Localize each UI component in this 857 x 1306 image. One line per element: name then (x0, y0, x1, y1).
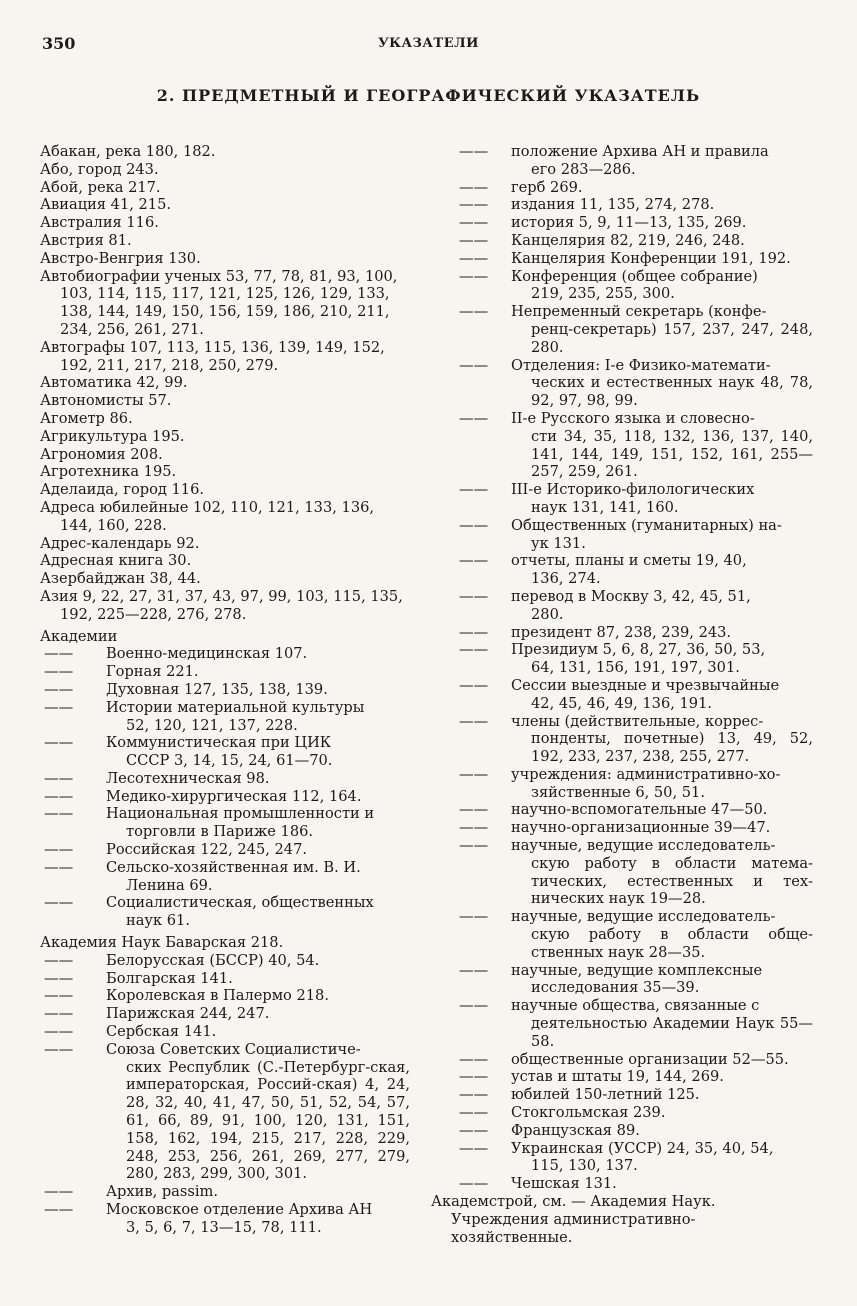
sub-entry (40, 841, 410, 859)
sub-entry (40, 1023, 410, 1041)
sub-entry-first-line: Украинская (УССР) 24, 35, 40, 54, (511, 1139, 774, 1157)
em-dash-mark: —— (459, 1050, 489, 1068)
sub-entry-text (511, 1051, 813, 1069)
sub-entry-text (106, 1201, 410, 1237)
sub-entry-text (106, 734, 410, 770)
index-entry: Аделаида, город 116. (40, 481, 205, 499)
sub-entry-text (511, 837, 813, 908)
sub-entry (40, 1183, 410, 1201)
sub-entry-text (511, 143, 813, 179)
sub-entry-text (511, 997, 813, 1050)
sub-entry-first-line: Чешская 131. (511, 1175, 617, 1193)
sub-entry (40, 987, 410, 1005)
sub-entry-text (511, 1122, 813, 1140)
sub-entry (433, 641, 813, 677)
sub-entry-first-line: Московское отделение Архива АН (106, 1201, 373, 1219)
em-dash-mark: —— (44, 645, 74, 663)
sub-entry-first-line: Общественных (гуманитарных) на- (511, 516, 782, 534)
index-entry: Автобиографии ученых 53, 77, 78, 81, 93, 100, 103, 114, 115, 117, 121, 125, 126, 129, 133, 138, 144, 149, 150, 156, 159, 186, 210, 211, 234, 256, 261, 271. (40, 267, 398, 338)
sub-entry-first-line: юбилей 150-летний 125. (511, 1086, 700, 1104)
em-dash-mark: —— (44, 787, 74, 805)
sub-entry (40, 663, 410, 681)
sub-entry-continuation: деятельностью Академии Наук 55—58. (531, 1015, 813, 1050)
em-dash-mark: —— (459, 997, 489, 1015)
sub-entry-first-line: Истории материальной культуры (106, 698, 365, 716)
index-entry: Авиация 41, 215. (40, 196, 171, 214)
sub-entry-text (511, 1140, 813, 1176)
em-dash-mark: —— (459, 1175, 489, 1193)
em-dash-mark: —— (44, 1023, 74, 1041)
sub-entry-text (511, 1175, 813, 1193)
index-entry: Агрикультура 195. (40, 427, 185, 445)
akademii-heading: Академии (40, 627, 118, 645)
sub-entry-continuation: 219, 235, 255, 300. (531, 285, 675, 303)
em-dash-mark: —— (44, 858, 74, 876)
sub-entry-continuation: 115, 130, 137. (531, 1157, 638, 1175)
sub-entry-continuation: Ленина 69. (126, 876, 213, 894)
index-entry: Агометр 86. (40, 409, 133, 427)
sub-entry-text (106, 1005, 410, 1023)
sub-entry-first-line: Парижская 244, 247. (106, 1005, 270, 1023)
sub-entry (433, 552, 813, 588)
em-dash-mark: —— (459, 143, 489, 160)
index-entry: Агротехника 195. (40, 463, 177, 481)
sub-entry-continuation: торговли в Париже 186. (126, 823, 314, 841)
sub-entry-text (106, 970, 410, 988)
em-dash-mark: —— (459, 303, 489, 321)
sub-entry-text (511, 179, 813, 197)
sub-entry-continuation: 64, 131, 156, 191, 197, 301. (531, 659, 740, 677)
sub-entry-first-line: Социалистическая, общественных (106, 894, 374, 912)
em-dash-mark: —— (459, 676, 489, 694)
sub-entry-continuation: зяйственные 6, 50, 51. (531, 783, 705, 801)
sub-entry (433, 196, 813, 214)
index-entry: Австралия 116. (40, 214, 159, 232)
sub-entry-continuation: 52, 120, 121, 137, 228. (126, 716, 298, 734)
sub-entry-first-line: Сербская 141. (106, 1023, 217, 1041)
sub-entry-text (511, 588, 813, 624)
em-dash-mark: —— (44, 680, 74, 698)
sub-entry-continuation: 3, 5, 6, 7, 13—15, 78, 111. (126, 1218, 322, 1236)
academstroy-entry: Академстрой, см. — Академия Наук. Учреждения административно-хозяйственные. (431, 1193, 716, 1246)
em-dash-mark: —— (459, 1086, 489, 1104)
sub-entry (433, 908, 813, 961)
sub-entry-text (106, 805, 410, 841)
sub-entry (433, 962, 813, 998)
sub-entry-first-line: Канцелярия Конференции 191, 192. (511, 249, 791, 267)
sub-entry-continuation: исследования 35—39. (531, 979, 700, 997)
sub-entry-text (106, 1041, 410, 1183)
em-dash-mark: —— (44, 805, 74, 823)
index-entry: Азербайджан 38, 44. (40, 570, 201, 588)
sub-entry-first-line: история 5, 9, 11—13, 135, 269. (511, 214, 747, 232)
sub-entry-first-line: учреждения: административно-хо- (511, 765, 781, 783)
sub-entry-text (511, 641, 813, 677)
em-dash-mark: —— (459, 249, 489, 267)
sub-entry (40, 805, 410, 841)
sub-entry-first-line: III-е Историко-филологических (511, 481, 755, 499)
index-entry: Адрес-календарь 92. (40, 534, 200, 552)
sub-entry-first-line: издания 11, 135, 274, 278. (511, 196, 715, 214)
sub-entry-first-line: научно-вспомогательные 47—50. (511, 801, 768, 819)
em-dash-mark: —— (459, 552, 489, 570)
em-dash-mark: —— (459, 1121, 489, 1139)
sub-entry (40, 970, 410, 988)
entry-list-c (40, 374, 410, 499)
sub-entry-text (106, 699, 410, 735)
entry-list-e (40, 535, 410, 588)
sub-entry-text (511, 232, 813, 250)
sub-entry-continuation: его 283—286. (531, 160, 636, 178)
em-dash-mark: —— (459, 214, 489, 232)
sub-entry (433, 837, 813, 908)
entry-list-a (40, 143, 410, 268)
index-entry: Абой, река 217. (40, 178, 161, 196)
em-dash-mark: —— (459, 765, 489, 783)
sub-entry-text (511, 801, 813, 819)
sub-entry-first-line: Белорусская (БССР) 40, 54. (106, 951, 320, 969)
sub-entry (433, 766, 813, 802)
sub-entry-text (511, 713, 813, 766)
sub-entry-continuation: 42, 45, 46, 49, 136, 191. (531, 694, 713, 712)
sub-entry (433, 232, 813, 250)
sub-entry-text (106, 952, 410, 970)
sub-entry-text (511, 1104, 813, 1122)
em-dash-mark: —— (459, 1104, 489, 1122)
sub-entry (40, 734, 410, 770)
sub-entry (433, 143, 813, 179)
sub-entry-first-line: общественные организации 52—55. (511, 1050, 789, 1068)
sub-entry-first-line: положение Архива АН и правила (511, 143, 769, 160)
em-dash-mark: —— (459, 908, 489, 926)
sub-entry (433, 481, 813, 517)
sub-entry-first-line: научные общества, связанные с (511, 997, 760, 1015)
em-dash-mark: —— (459, 1068, 489, 1086)
em-dash-mark: —— (44, 769, 74, 787)
sub-entry-text (106, 681, 410, 699)
sub-entry-first-line: научно-организационные 39—47. (511, 819, 771, 837)
sub-entry (433, 819, 813, 837)
sub-entry (433, 624, 813, 642)
sub-entry-text (106, 1023, 410, 1041)
sub-entry-text (511, 819, 813, 837)
index-entry: Автографы 107, 113, 115, 136, 139, 149, 152, 192, 211, 217, 218, 250, 279. (40, 338, 385, 374)
section-title: 2. ПРЕДМЕТНЫЙ И ГЕОГРАФИЧЕСКИЙ УКАЗАТЕЛЬ (156, 86, 701, 105)
em-dash-mark: —— (44, 734, 74, 752)
sub-entry (433, 179, 813, 197)
sub-entry (433, 250, 813, 268)
index-entry: Азия 9, 22, 27, 31, 37, 43, 97, 99, 103, 115, 135, 192, 225—228, 276, 278. (40, 587, 403, 623)
em-dash-mark: —— (44, 841, 74, 859)
sub-entry-text (106, 1183, 410, 1201)
sub-entry-text (511, 214, 813, 232)
sub-entry (433, 1175, 813, 1193)
sub-entry-text (511, 962, 813, 998)
sub-entry-first-line: Архив, passim. (106, 1183, 219, 1201)
em-dash-mark: —— (459, 178, 489, 196)
sub-entry-text (106, 770, 410, 788)
akademiya-nauk-subentries (40, 952, 410, 1237)
sub-entry-text (106, 663, 410, 681)
sub-entry-text (511, 677, 813, 713)
entry-list-b (40, 268, 410, 375)
sub-entry-first-line: Союза Советских Социалистиче- (106, 1040, 361, 1058)
sub-entry-first-line: Коммунистическая при ЦИК (106, 734, 332, 752)
sub-entry-first-line: президент 87, 238, 239, 243. (511, 623, 732, 641)
sub-entry-continuation: наук 61. (126, 912, 190, 930)
sub-entry-text (106, 788, 410, 806)
sub-entry-first-line: Непременный секретарь (конфе- (511, 303, 767, 321)
index-entry: Австро-Венгрия 130. (40, 249, 201, 267)
sub-entry-first-line: Горная 221. (106, 663, 199, 681)
akademiya-nauk-continued (433, 143, 813, 1193)
sub-entry-first-line: Российская 122, 245, 247. (106, 841, 308, 859)
sub-entry-first-line: устав и штаты 19, 144, 269. (511, 1068, 724, 1086)
index-entry: Або, город 243. (40, 160, 159, 178)
sub-entry (40, 1041, 410, 1183)
index-column-right (433, 143, 813, 1246)
index-entry: Австрия 81. (40, 231, 132, 249)
sub-entry (40, 770, 410, 788)
sub-entry (433, 997, 813, 1050)
akademii-subentries (40, 645, 410, 930)
sub-entry-text (511, 196, 813, 214)
sub-entry (433, 1140, 813, 1176)
index-entry: Адреса юбилейные 102, 110, 121, 133, 136, 144, 160, 228. (40, 498, 375, 534)
sub-entry-text (106, 645, 410, 663)
sub-entry (40, 645, 410, 663)
em-dash-mark: —— (459, 481, 489, 499)
sub-entry-continuation: ских Республик (С.-Петербург-ская, императорская, Россий-ская) 4, 24, 28, 32, 40, 41, 47, 50, 51, 52, 54, 57, 61, 66, 89, 91, 100, 120, 131, 151, 158, 162, 194, 215, 217, 228, 229, 248, 253, 256, 261, 269, 277, 279, 280, 283, 299, 300, 301. (126, 1058, 410, 1183)
em-dash-mark: —— (459, 801, 489, 819)
sub-entry-first-line: перевод в Москву 3, 42, 45, 51, (511, 587, 751, 605)
sub-entry-first-line: отчеты, планы и сметы 19, 40, (511, 552, 747, 570)
sub-entry-text (511, 624, 813, 642)
em-dash-mark: —— (44, 951, 74, 969)
em-dash-mark: —— (459, 516, 489, 534)
sub-entry-first-line: Отделения: I-е Физико-математи- (511, 356, 771, 374)
em-dash-mark: —— (44, 969, 74, 987)
index-entry: Абакан, река 180, 182. (40, 143, 216, 160)
sub-entry-continuation: 280. (531, 605, 564, 623)
sub-entry (40, 894, 410, 930)
em-dash-mark: —— (44, 1040, 74, 1058)
sub-entry-first-line: Лесотехническая 98. (106, 769, 270, 787)
sub-entry (433, 1086, 813, 1104)
index-entry: Автономисты 57. (40, 392, 172, 410)
em-dash-mark: —— (459, 409, 489, 427)
sub-entry (433, 268, 813, 304)
index-entry: Адресная книга 30. (40, 552, 192, 570)
sub-entry-continuation: наук 131, 141, 160. (531, 498, 679, 516)
index-entry: Автоматика 42, 99. (40, 374, 188, 392)
sub-entry (40, 859, 410, 895)
sub-entry-continuation: понденты, почетные) 13, 49, 52, 192, 233, 237, 238, 255, 277. (531, 730, 813, 766)
sub-entry-text (511, 303, 813, 356)
sub-entry-first-line: герб 269. (511, 178, 583, 196)
em-dash-mark: —— (44, 663, 74, 681)
sub-entry (40, 1005, 410, 1023)
sub-entry-text (106, 987, 410, 1005)
sub-entry-text (511, 766, 813, 802)
sub-entry (433, 677, 813, 713)
em-dash-mark: —— (459, 267, 489, 285)
sub-entry (40, 699, 410, 735)
page-number: 350 (42, 34, 76, 53)
sub-entry-text (511, 517, 813, 553)
sub-entry (40, 788, 410, 806)
sub-entry-continuation: СССР 3, 14, 15, 24, 61—70. (126, 752, 333, 770)
sub-entry-text (511, 1086, 813, 1104)
sub-entry-continuation: ренц-секретарь) 157, 237, 247, 248, 280. (531, 320, 813, 356)
sub-entry-text (511, 268, 813, 304)
sub-entry-continuation: сти 34, 35, 118, 132, 136, 137, 140, 141, 144, 149, 151, 152, 161, 255—257, 259, 261. (531, 427, 813, 481)
em-dash-mark: —— (44, 1201, 74, 1219)
sub-entry-text (511, 357, 813, 410)
sub-entry-continuation: скую работу в области матема-тических, естественных и тех-нических наук 19—28. (531, 854, 813, 908)
sub-entry-text (511, 481, 813, 517)
sub-entry (433, 410, 813, 481)
sub-entry-first-line: Сельско-хозяйственная им. В. И. (106, 858, 361, 876)
sub-entry-first-line: Медико-хирургическая 112, 164. (106, 787, 362, 805)
em-dash-mark: —— (459, 196, 489, 214)
sub-entry (433, 1122, 813, 1140)
sub-entry-text (511, 1068, 813, 1086)
em-dash-mark: —— (459, 356, 489, 374)
sub-entry-continuation: 136, 274. (531, 570, 601, 588)
entry-list-d (40, 499, 410, 535)
sub-entry-continuation: ук 131. (531, 534, 586, 552)
sub-entry-first-line: научные, ведущие исследователь- (511, 908, 776, 926)
entry-list-f (40, 588, 410, 624)
em-dash-mark: —— (459, 837, 489, 855)
akademiya-nauk-heading: Академия Наук Баварская 218. (40, 934, 284, 952)
sub-entry (433, 517, 813, 553)
sub-entry-first-line: Сессии выездные и чрезвычайные (511, 676, 780, 694)
em-dash-mark: —— (44, 1183, 74, 1201)
sub-entry-text (511, 250, 813, 268)
sub-entry-first-line: Французская 89. (511, 1121, 640, 1139)
sub-entry-first-line: научные, ведущие исследователь- (511, 837, 776, 855)
sub-entry (433, 1051, 813, 1069)
sub-entry-continuation: ческих и естественных наук 48, 78, 92, 97, 98, 99. (531, 374, 813, 410)
sub-entry-first-line: Канцелярия 82, 219, 246, 248. (511, 231, 745, 249)
sub-entry (433, 1068, 813, 1086)
sub-entry-first-line: Военно-медицинская 107. (106, 645, 308, 663)
sub-entry-text (511, 410, 813, 481)
index-entry: Агрономия 208. (40, 445, 163, 463)
sub-entry-first-line: Президиум 5, 6, 8, 27, 36, 50, 53, (511, 641, 766, 659)
sub-entry-text (511, 552, 813, 588)
sub-entry-first-line: Болгарская 141. (106, 969, 233, 987)
sub-entry-first-line: члены (действительные, коррес- (511, 712, 764, 730)
em-dash-mark: —— (44, 1005, 74, 1023)
sub-entry (40, 681, 410, 699)
sub-entry-first-line: II-е Русского языка и словесно- (511, 409, 755, 427)
em-dash-mark: —— (459, 961, 489, 979)
sub-entry-first-line: Королевская в Палермо 218. (106, 987, 329, 1005)
sub-entry (433, 713, 813, 766)
sub-entry-text (106, 841, 410, 859)
index-column-left (40, 143, 410, 1237)
sub-entry-text (511, 908, 813, 961)
sub-entry-text (106, 859, 410, 895)
em-dash-mark: —— (459, 587, 489, 605)
em-dash-mark: —— (459, 231, 489, 249)
sub-entry (433, 1104, 813, 1122)
em-dash-mark: —— (44, 894, 74, 912)
sub-entry-text (106, 894, 410, 930)
em-dash-mark: —— (459, 819, 489, 837)
running-head: УКАЗАТЕЛИ (378, 36, 479, 51)
sub-entry-first-line: Национальная промышленности и (106, 805, 375, 823)
sub-entry-first-line: Конференция (общее собрание) (511, 267, 758, 285)
sub-entry (40, 952, 410, 970)
sub-entry-first-line: Духовная 127, 135, 138, 139. (106, 680, 328, 698)
sub-entry (433, 801, 813, 819)
em-dash-mark: —— (44, 987, 74, 1005)
sub-entry-first-line: научные, ведущие комплексные (511, 961, 763, 979)
em-dash-mark: —— (459, 641, 489, 659)
em-dash-mark: —— (459, 712, 489, 730)
em-dash-mark: —— (459, 623, 489, 641)
sub-entry (433, 214, 813, 232)
sub-entry (40, 1201, 410, 1237)
sub-entry-continuation: скую работу в области обще-ственных наук 28—35. (531, 926, 813, 961)
sub-entry (433, 303, 813, 356)
em-dash-mark: —— (44, 698, 74, 716)
em-dash-mark: —— (459, 1139, 489, 1157)
sub-entry (433, 357, 813, 410)
sub-entry (433, 588, 813, 624)
sub-entry-first-line: Стокгольмская 239. (511, 1104, 666, 1122)
